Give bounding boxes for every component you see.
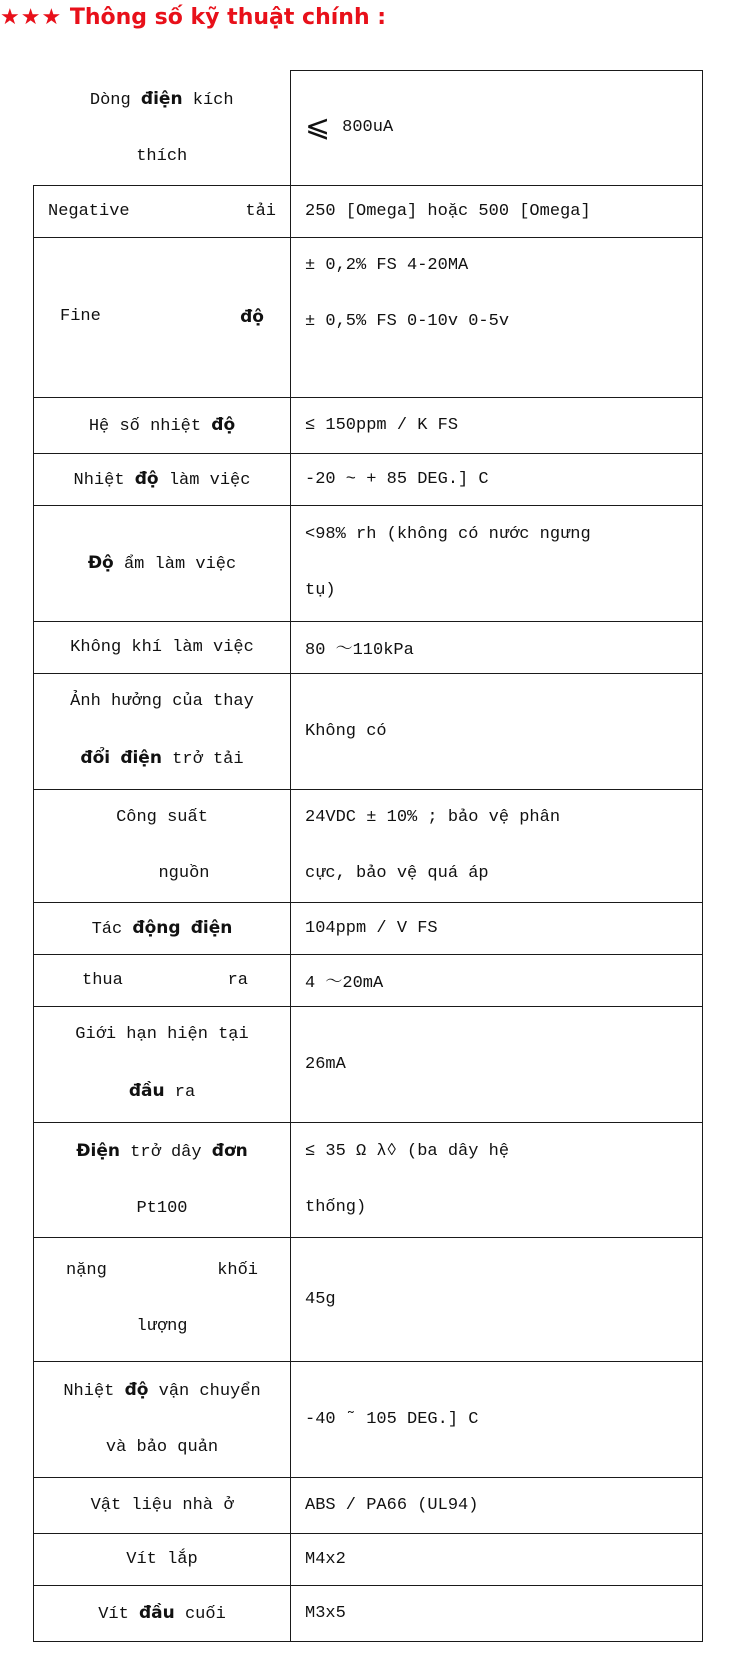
spec-label: Tác động điện: [34, 902, 291, 954]
spec-value: <98% rh (không có nước ngưng tụ): [291, 505, 703, 621]
spec-value: 24VDC ± 10% ; bảo vệ phân cực, bảo vệ quá áp: [291, 789, 703, 902]
table-row: [34, 954, 703, 1006]
spec-label: Dòng điện kích thích: [34, 71, 291, 186]
spec-value: 250 [Omega] hoặc 500 [Omega]: [291, 185, 703, 237]
spec-label: Vít lắp: [34, 1533, 291, 1585]
table-row: [34, 237, 703, 397]
spec-label: Độ ẩm làm việc: [34, 505, 291, 621]
spec-value: -20 ~ + 85 DEG.] C: [291, 453, 703, 505]
spec-value: ⩽ 800uA: [291, 71, 703, 186]
table-row: [34, 621, 703, 673]
spec-value: 26mA: [291, 1006, 703, 1122]
table-row: [34, 453, 703, 505]
spec-value: ± 0,2% FS 4-20MA ± 0,5% FS 0-10v 0-5v: [291, 237, 703, 397]
spec-label: Hệ số nhiệt độ: [34, 397, 291, 453]
table-row: [34, 902, 703, 954]
spec-value: ≤ 150ppm / K FS: [291, 397, 703, 453]
section-heading: [0, 0, 386, 36]
spec-label: Điện trở dây đơn Pt100: [34, 1122, 291, 1237]
table-row: [34, 1006, 703, 1122]
table-row: [34, 1361, 703, 1477]
spec-value: 45g: [291, 1237, 703, 1361]
spec-label: Ảnh hưởng của thay đổi điện trở tải: [34, 673, 291, 789]
table-row: [34, 71, 703, 186]
spec-label: Giới hạn hiện tại đầu ra: [34, 1006, 291, 1122]
spec-table: [33, 70, 703, 1642]
spec-label: Công suất nguồn: [34, 789, 291, 902]
spec-value: -40 ˜ 105 DEG.] C: [291, 1361, 703, 1477]
spec-label: Vít đầu cuối: [34, 1585, 291, 1641]
spec-value: Không có: [291, 673, 703, 789]
spec-label: Không khí làm việc: [34, 621, 291, 673]
spec-value: 80 ～110kPa: [291, 621, 703, 673]
table-row: [34, 505, 703, 621]
spec-label: Negative tải: [34, 185, 291, 237]
spec-value: ABS / PA66 (UL94): [291, 1477, 703, 1533]
spec-value: ≤ 35 Ω λ◊ (ba dây hệ thống): [291, 1122, 703, 1237]
spec-label: thua ra: [34, 954, 291, 1006]
spec-label: Nhiệt độ vận chuyển và bảo quản: [34, 1361, 291, 1477]
table-row: [34, 1585, 703, 1641]
table-row: [34, 673, 703, 789]
table-row: [34, 1122, 703, 1237]
spec-value: M4x2: [291, 1533, 703, 1585]
spec-label: Nhiệt độ làm việc: [34, 453, 291, 505]
spec-label: Fine độ: [34, 237, 291, 397]
star-rating-icon: ★★★: [0, 5, 63, 30]
less-equal-icon: ⩽: [305, 112, 331, 147]
spec-value: 104ppm / V FS: [291, 902, 703, 954]
table-row: [34, 397, 703, 453]
table-row: [34, 1533, 703, 1585]
table-row: [34, 185, 703, 237]
spec-label: nặng khối lượng: [34, 1237, 291, 1361]
table-row: [34, 789, 703, 902]
table-row: [34, 1477, 703, 1533]
heading-text: Thông số kỹ thuật chính :: [62, 5, 387, 30]
spec-value: M3x5: [291, 1585, 703, 1641]
table-row: [34, 1237, 703, 1361]
spec-value: 4 ～20mA: [291, 954, 703, 1006]
spec-label: Vật liệu nhà ở: [34, 1477, 291, 1533]
